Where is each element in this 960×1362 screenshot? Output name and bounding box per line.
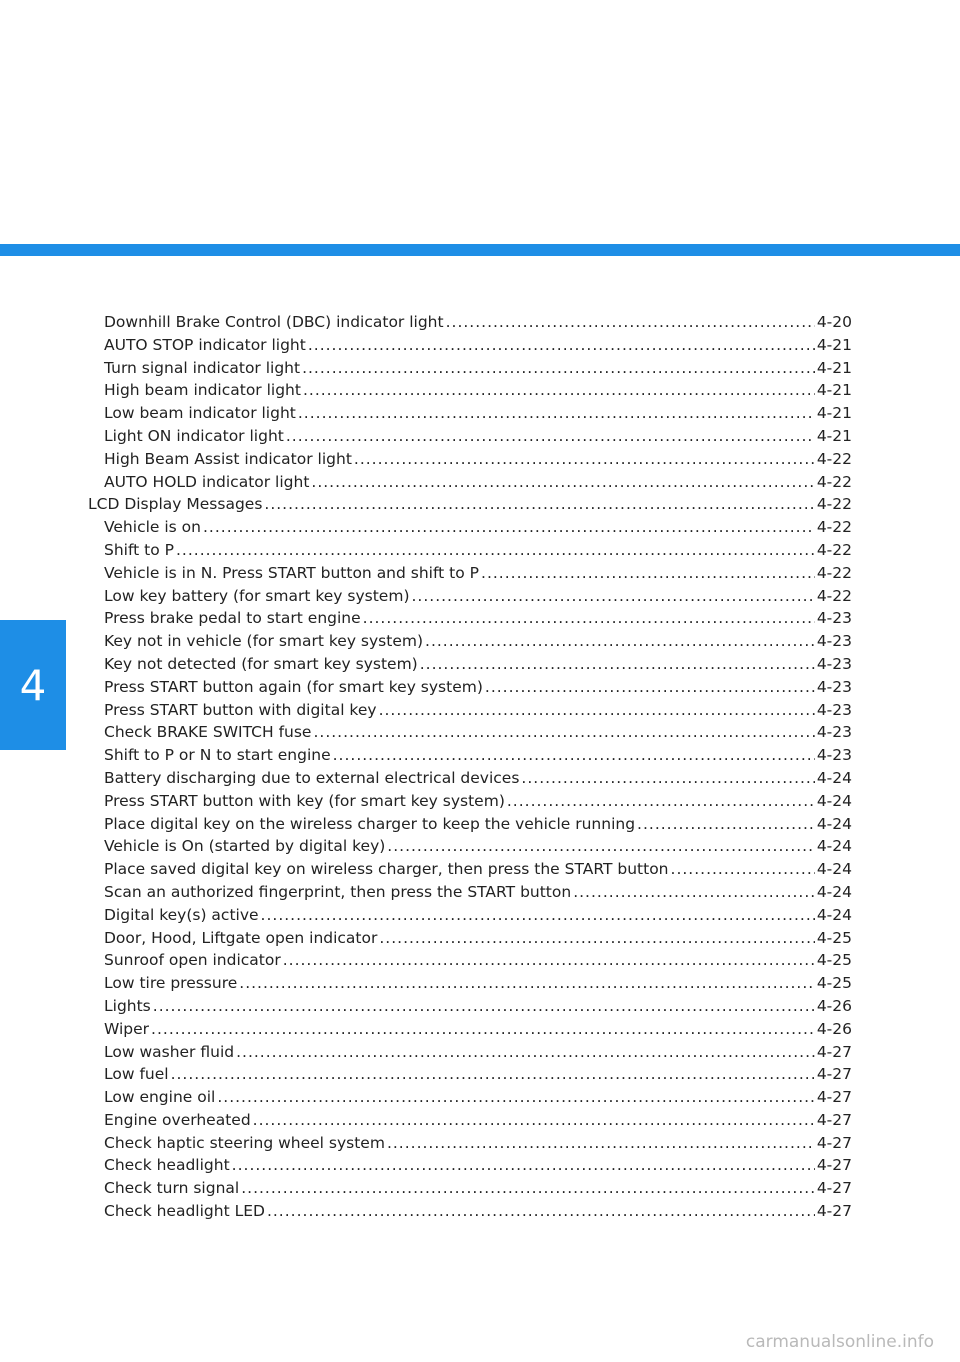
toc-entry-title: Battery discharging due to external electrical devices	[104, 768, 520, 787]
toc-entry[interactable]	[88, 539, 852, 562]
toc-entry-page-number: 4-24	[816, 768, 852, 787]
toc-entry[interactable]	[88, 881, 852, 904]
toc-entry[interactable]	[88, 357, 852, 380]
dot-leader	[241, 1177, 815, 1200]
toc-entry-title: Downhill Brake Control (DBC) indicator light	[104, 313, 444, 331]
chapter-number: 4	[19, 660, 47, 710]
toc-entry-title: High beam indicator light	[104, 381, 301, 400]
toc-entry[interactable]	[88, 471, 852, 494]
toc-entry[interactable]	[88, 1132, 852, 1155]
toc-entry-title: AUTO STOP indicator light	[104, 335, 306, 354]
toc-entry-page-number: 4-25	[816, 974, 852, 993]
toc-entry[interactable]	[88, 767, 852, 790]
toc-entry-title: Light ON indicator light	[104, 426, 284, 445]
toc-entry[interactable]	[88, 790, 852, 813]
toc-entry-page-number: 4-27	[816, 1133, 852, 1152]
toc-entry-title: Low engine oil	[104, 1088, 216, 1107]
toc-entry-title: Check headlight	[104, 1156, 230, 1175]
toc-entry[interactable]	[88, 1063, 852, 1086]
dot-leader	[311, 471, 814, 494]
toc-entry[interactable]	[88, 1177, 852, 1200]
dot-leader	[302, 357, 815, 380]
dot-leader	[412, 585, 815, 608]
toc-entry-page-number: 4-22	[816, 449, 852, 468]
toc-entry-page-number: 4-21	[816, 335, 852, 354]
toc-entry[interactable]	[88, 516, 852, 539]
toc-entry-title: Low key battery (for smart key system)	[104, 586, 410, 605]
dot-leader	[298, 402, 815, 425]
dot-leader	[507, 790, 815, 813]
dot-leader	[153, 995, 815, 1018]
toc-entry-page-number: 4-22	[816, 518, 852, 537]
toc-entry-title: Key not detected (for smart key system)	[104, 654, 418, 673]
toc-entry-title: Check turn signal	[104, 1179, 240, 1198]
toc-entry-title: Low washer fluid	[104, 1042, 235, 1061]
toc-entry[interactable]	[88, 744, 852, 767]
dot-leader	[379, 927, 814, 950]
dot-leader	[261, 904, 815, 927]
toc-entry[interactable]	[88, 1200, 852, 1223]
toc-entry-title: Lights	[104, 996, 151, 1015]
table-of-contents	[88, 311, 852, 1223]
dot-leader	[387, 1132, 815, 1155]
dot-leader	[203, 516, 815, 539]
toc-entry-title: Press START button with key (for smart key system)	[104, 791, 505, 810]
toc-entry-page-number: 4-22	[816, 495, 852, 514]
dot-leader	[354, 448, 815, 471]
toc-entry-title: Press START button with digital key	[104, 700, 377, 719]
toc-entry[interactable]	[88, 448, 852, 471]
dot-leader	[286, 425, 815, 448]
dot-leader	[171, 1063, 815, 1086]
toc-entry-title: Wiper	[104, 1019, 150, 1038]
toc-entry-page-number: 4-26	[816, 1019, 852, 1038]
toc-entry-page-number: 4-24	[816, 905, 852, 924]
toc-entry[interactable]	[88, 972, 852, 995]
toc-entry-page-number: 4-24	[816, 860, 852, 879]
toc-entry-page-number: 4-27	[816, 1156, 852, 1175]
toc-entry[interactable]	[88, 835, 852, 858]
dot-leader	[333, 744, 815, 767]
toc-entry-page-number: 4-26	[816, 996, 852, 1015]
toc-entry-title: Check headlight LED	[104, 1202, 265, 1221]
toc-entry[interactable]	[88, 1154, 852, 1177]
toc-entry-title: Sunroof open indicator	[104, 951, 281, 970]
dot-leader	[481, 562, 815, 585]
toc-entry-page-number: 4-24	[816, 814, 852, 833]
dot-leader	[485, 676, 815, 699]
toc-entry[interactable]	[88, 721, 852, 744]
chapter-tab	[0, 620, 66, 750]
toc-section-heading[interactable]	[88, 493, 852, 516]
dot-leader	[308, 334, 815, 357]
dot-leader	[425, 630, 815, 653]
toc-entry-page-number: 4-23	[816, 632, 852, 651]
toc-entry-title: Shift to P or N to start engine	[104, 746, 331, 765]
toc-entry-title: Press START button again (for smart key system)	[104, 677, 483, 696]
toc-entry-title: Digital key(s) active	[104, 905, 259, 924]
toc-entry[interactable]	[88, 402, 852, 425]
toc-entry-title: Vehicle is in N. Press START button and shift to P	[104, 563, 480, 582]
toc-entry[interactable]	[88, 585, 852, 608]
toc-entry-page-number: 4-23	[816, 677, 852, 696]
toc-entry-page-number: 4-21	[816, 358, 852, 377]
dot-leader	[217, 1086, 814, 1109]
dot-leader	[253, 1109, 815, 1132]
toc-entry[interactable]	[88, 995, 852, 1018]
dot-leader	[303, 379, 815, 402]
toc-entry-title: Door, Hood, Liftgate open indicator	[104, 928, 378, 947]
dot-leader	[387, 835, 815, 858]
toc-entry-page-number: 4-27	[816, 1088, 852, 1107]
toc-entry-page-number: 4-24	[816, 791, 852, 810]
toc-entry[interactable]	[88, 1018, 852, 1041]
toc-entry-page-number: 4-27	[816, 1202, 852, 1221]
toc-entry[interactable]	[88, 311, 852, 334]
dot-leader	[151, 1018, 815, 1041]
toc-entry[interactable]	[88, 676, 852, 699]
toc-entry-page-number: 4-21	[816, 426, 852, 445]
toc-entry[interactable]	[88, 607, 852, 630]
toc-entry[interactable]	[88, 379, 852, 402]
toc-entry-title: Scan an authorized fingerprint, then press the START button	[104, 882, 572, 901]
toc-entry-title: Check haptic steering wheel system	[104, 1133, 385, 1152]
toc-entry-page-number: 4-24	[816, 882, 852, 901]
watermark: carmanualsonline.info	[745, 1332, 934, 1352]
toc-entry-title: Vehicle is on	[104, 518, 201, 537]
toc-entry-title: Turn signal indicator light	[104, 358, 301, 377]
toc-entry-page-number: 4-21	[816, 381, 852, 400]
dot-leader	[313, 721, 814, 744]
toc-entry-title: Low beam indicator light	[104, 404, 296, 423]
dot-leader	[521, 767, 814, 790]
toc-entry[interactable]	[88, 425, 852, 448]
toc-entry-page-number: 4-25	[816, 951, 852, 970]
toc-entry-page-number: 4-23	[816, 723, 852, 742]
toc-entry-page-number: 4-27	[816, 1065, 852, 1084]
toc-entry-title: Shift to P	[104, 540, 174, 559]
dot-leader	[267, 1200, 815, 1223]
toc-entry[interactable]	[88, 630, 852, 653]
toc-entry[interactable]	[88, 699, 852, 722]
toc-entry[interactable]	[88, 562, 852, 585]
toc-entry-page-number: 4-27	[816, 1110, 852, 1129]
toc-entry-page-number: 4-20	[816, 313, 852, 331]
toc-entry-page-number: 4-22	[816, 586, 852, 605]
dot-leader	[363, 607, 815, 630]
toc-entry-page-number: 4-24	[816, 837, 852, 856]
dot-leader	[232, 1154, 815, 1177]
toc-entry-title: Engine overheated	[104, 1110, 251, 1129]
toc-entry-title: Press brake pedal to start engine	[104, 609, 361, 628]
toc-entry-title: Low tire pressure	[104, 974, 238, 993]
toc-entry-page-number: 4-23	[816, 609, 852, 628]
toc-entry[interactable]	[88, 1086, 852, 1109]
toc-entry-page-number: 4-27	[816, 1042, 852, 1061]
toc-entry-title: Low fuel	[104, 1065, 169, 1084]
toc-entry[interactable]	[88, 1109, 852, 1132]
dot-leader	[239, 972, 815, 995]
toc-entry-page-number: 4-23	[816, 700, 852, 719]
toc-entry[interactable]	[88, 927, 852, 950]
toc-entry[interactable]	[88, 858, 852, 881]
toc-entry-page-number: 4-23	[816, 746, 852, 765]
dot-leader	[283, 949, 815, 972]
dot-leader	[446, 311, 815, 334]
dot-leader	[420, 653, 815, 676]
toc-entry[interactable]	[88, 904, 852, 927]
dot-leader	[264, 493, 814, 516]
toc-entry[interactable]	[88, 653, 852, 676]
toc-entry[interactable]	[88, 813, 852, 836]
toc-entry-title: LCD Display Messages	[88, 495, 263, 514]
toc-entry-title: Key not in vehicle (for smart key system)	[104, 632, 424, 651]
toc-entry-page-number: 4-23	[816, 654, 852, 673]
toc-entry-page-number: 4-21	[816, 404, 852, 423]
dot-leader	[379, 699, 815, 722]
toc-entry[interactable]	[88, 1041, 852, 1064]
toc-entry-page-number: 4-22	[816, 563, 852, 582]
dot-leader	[176, 539, 815, 562]
dot-leader	[236, 1041, 815, 1064]
toc-entry-page-number: 4-22	[816, 540, 852, 559]
toc-entry[interactable]	[88, 334, 852, 357]
dot-leader	[637, 813, 815, 836]
toc-entry-title: AUTO HOLD indicator light	[104, 472, 310, 491]
toc-entry-title: High Beam Assist indicator light	[104, 449, 352, 468]
toc-entry-page-number: 4-27	[816, 1179, 852, 1198]
toc-entry[interactable]	[88, 949, 852, 972]
toc-entry-page-number: 4-22	[816, 472, 852, 491]
toc-entry-title: Vehicle is On (started by digital key)	[104, 837, 386, 856]
toc-entry-title: Place saved digital key on wireless charger, then press the START button	[104, 860, 669, 879]
toc-entry-page-number: 4-25	[816, 928, 852, 947]
toc-entry-title: Check BRAKE SWITCH fuse	[104, 723, 312, 742]
dot-leader	[573, 881, 815, 904]
header-accent-bar	[0, 244, 960, 256]
toc-entry-title: Place digital key on the wireless charger to keep the vehicle running	[104, 814, 636, 833]
dot-leader	[671, 858, 815, 881]
